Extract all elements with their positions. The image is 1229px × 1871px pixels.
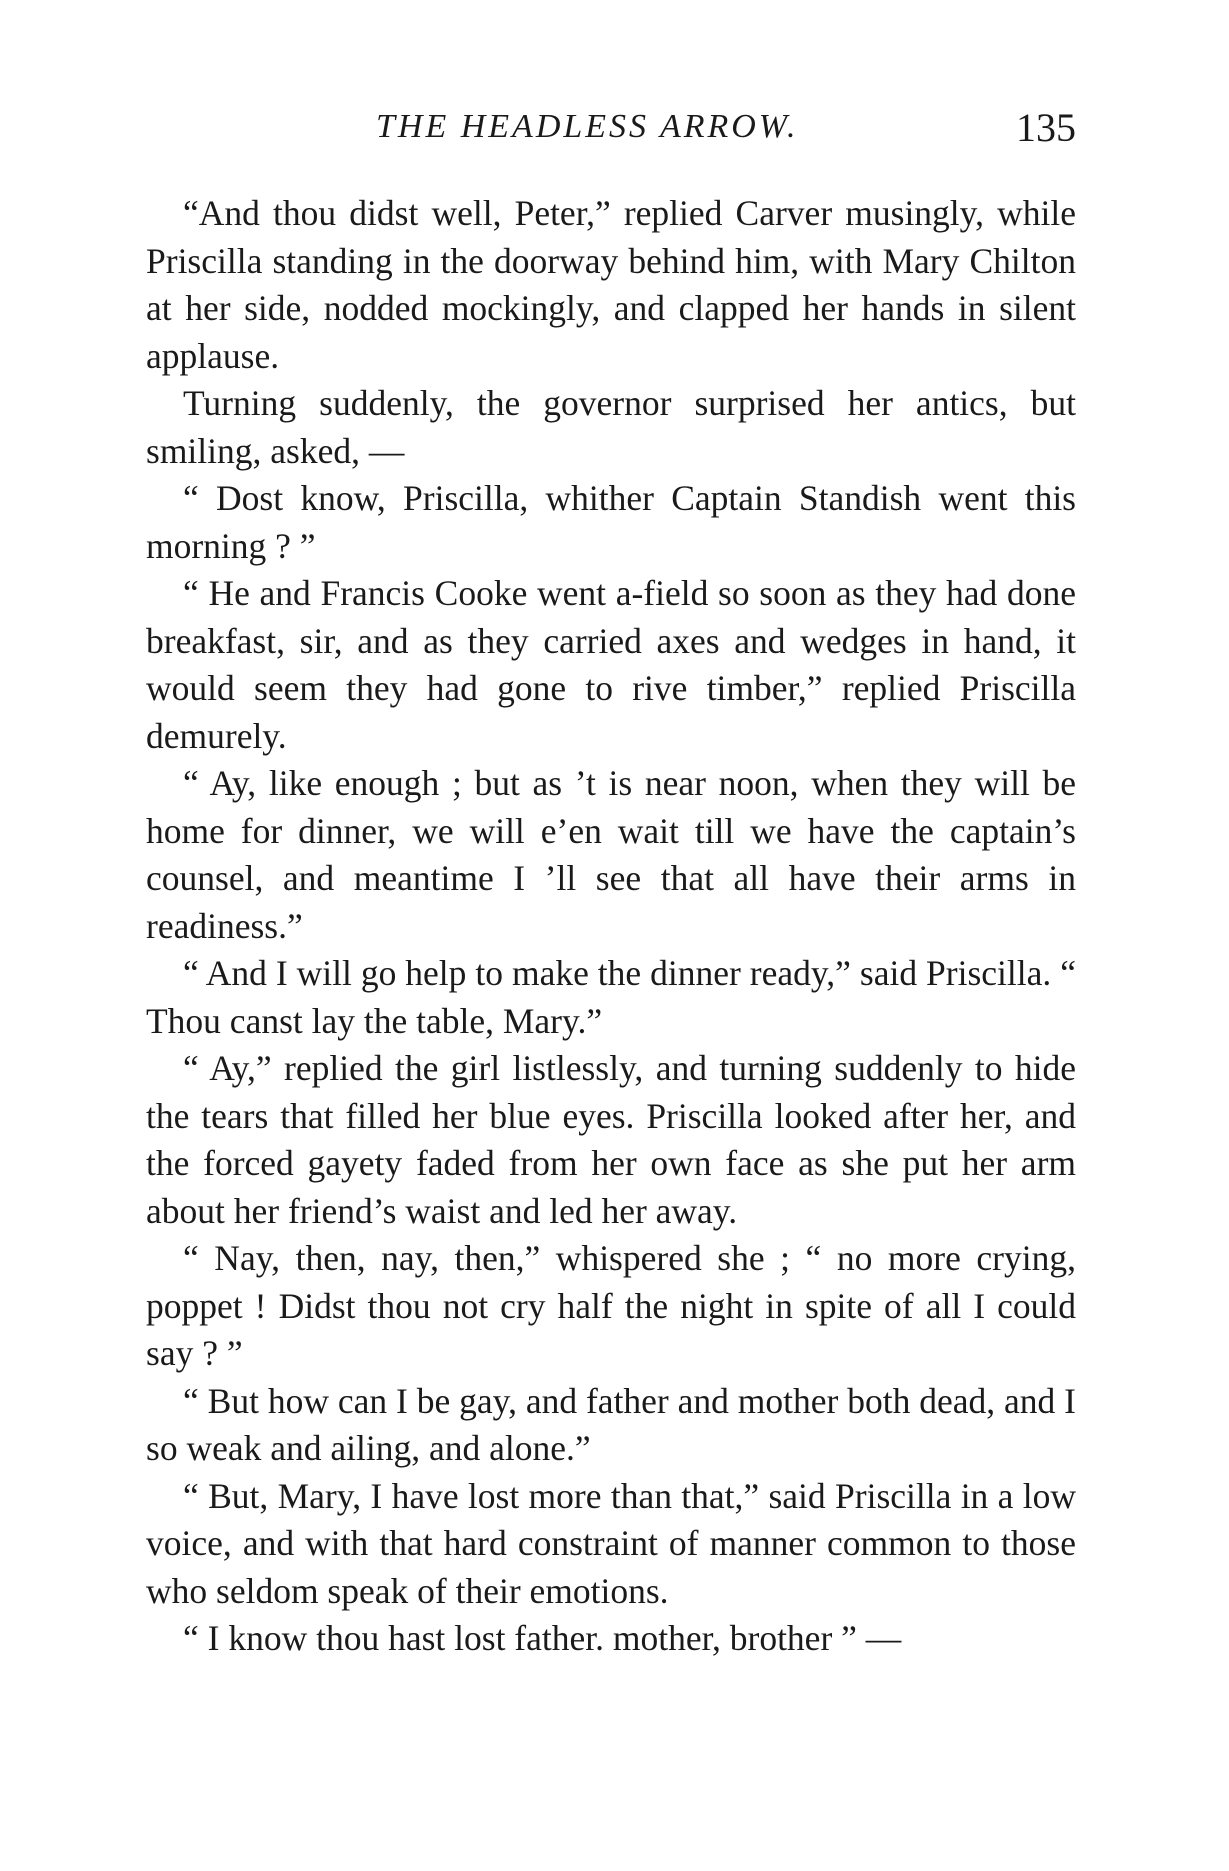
paragraph: “ I know thou hast lost father. mother, brother ” — (183, 1618, 902, 1658)
running-title: THE HEADLESS ARROW. (376, 108, 799, 145)
paragraph: “ And I will go help to make the dinner ready,” said Priscilla. “ Thou canst lay the table, Mary.” (146, 953, 1076, 1041)
paragraph: Turning suddenly, the governor surprised her antics, but smiling, asked, — (146, 383, 1076, 471)
paragraph: “And thou didst well, Peter,” replied Carver musingly, while Priscilla standing in the doorway behind him, with Mary Chilton at her side, nodded mockingly, and clapped her hands in silent applause. (146, 193, 1076, 376)
running-head (146, 105, 1076, 158)
paragraph: “ Ay, like enough ; but as ’t is near noon, when they will be home for dinner, we will e’en wait till we have the captain’s counsel, and meantime I ’ll see that all have their arms in readiness.” (146, 763, 1076, 946)
paragraph: “ But how can I be gay, and father and mother both dead, and I so weak and ailing, and alone.” (146, 1380, 1076, 1468)
paragraph: “ He and Francis Cooke went a-field so soon as they had done breakfast, sir, and as they carried axes and wedges in hand, it would seem they had gone to rive timber,” replied Priscilla demurely. (146, 573, 1076, 756)
paragraph: “ Nay, then, nay, then,” whispered she ; “ no more crying, poppet ! Didst thou not cry half the night in spite of all I could say ? ” (146, 1238, 1076, 1373)
paragraph: “ Ay,” replied the girl listlessly, and turning suddenly to hide the tears that filled her blue eyes. Priscilla looked after her, and the forced gayety faded from her own face as she put her arm about her friend’s waist and led her away. (146, 1048, 1076, 1231)
paragraph: “ But, Mary, I have lost more than that,” said Priscilla in a low voice, and with that hard constraint of manner common to those who seldom speak of their emotions. (146, 1475, 1076, 1611)
body-text (146, 190, 1076, 1663)
paragraph: “ Dost know, Priscilla, whither Captain Standish went this morning ? ” (146, 478, 1076, 566)
page-number: 135 (1016, 105, 1076, 150)
